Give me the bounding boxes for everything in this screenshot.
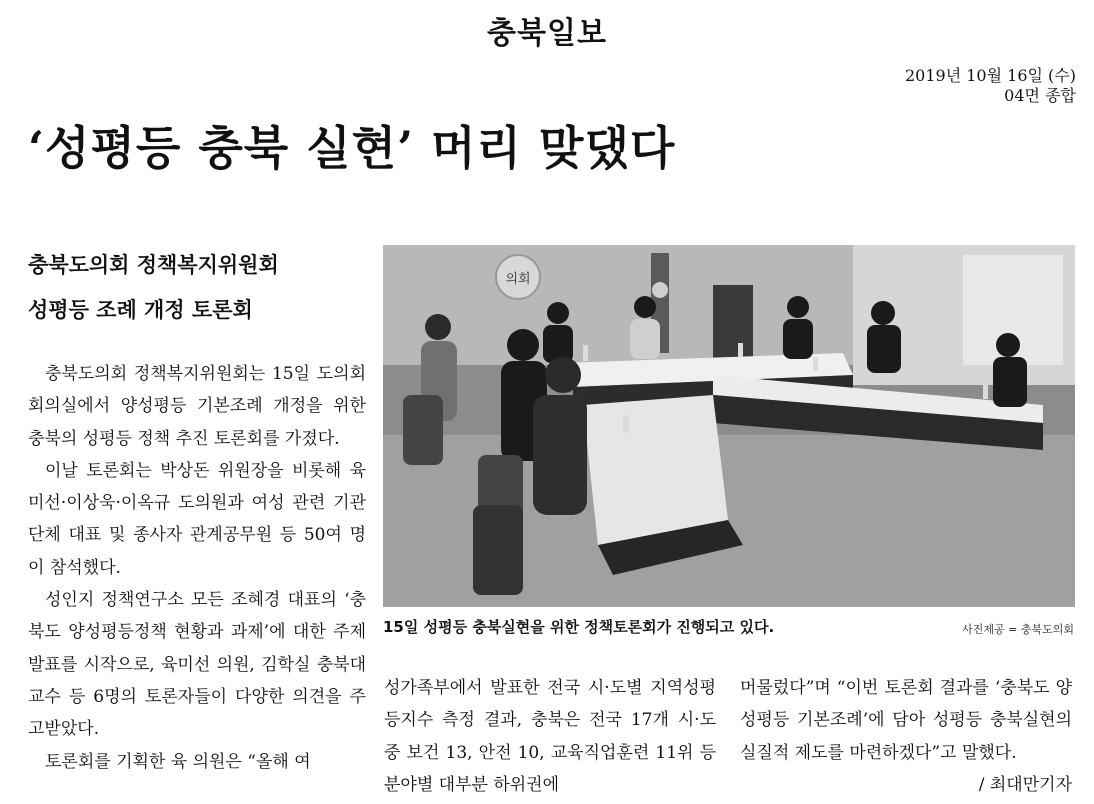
- paragraph-2: 이날 토론회는 박상돈 위원장을 비롯해 육미선·이상욱·이옥규 도의원과 여성 관련 기관단체 대표 및 종사자 관계공무원 등 50여 명이 참석했다.: [28, 460, 366, 578]
- column-2-text: 성가족부에서 발표한 전국 시·도별 지역성평등지수 측정 결과, 충북은 전국 17개 시·도 중 보건 13, 안전 10, 교육직업훈련 11위 등 분야별 대부분 하위권에: [384, 678, 716, 795]
- photo-credit: 사진제공 = 충북도의회: [962, 623, 1074, 636]
- dateline: [905, 66, 1076, 106]
- article-subhead: [28, 243, 368, 333]
- paragraph-3: 성인지 정책연구소 모든 조혜경 대표의 ‘충북도 양성평등정책 현황과 과제’에 대한 주제발표를 시작으로, 육미선 의원, 김학실 충북대 교수 등 6명의 토론자들이 다양한 의견을 주고받았다.: [28, 590, 366, 740]
- article-column-3: [740, 672, 1072, 801]
- paragraph-4: 토론회를 기획한 육 의원은 “올해 여: [45, 751, 311, 772]
- subhead-line-2: 성평등 조례 개정 토론회: [28, 298, 253, 322]
- page-section: 04면 종합: [1004, 86, 1076, 105]
- photo-caption: 15일 성평등 충북실현을 위한 정책토론회가 진행되고 있다.: [383, 618, 775, 636]
- article-column-2: [384, 672, 716, 801]
- paragraph-1: 충북도의회 정책복지위원회는 15일 도의회 회의실에서 양성평등 기본조례 개정을 위한 충북의 성평등 정책 추진 토론회를 가졌다.: [28, 364, 366, 449]
- meeting-room-photo-illustration: [383, 245, 1075, 607]
- publication-date: 2019년 10월 16일 (수): [904, 66, 1076, 85]
- subhead-line-1: 충북도의회 정책복지위원회: [28, 253, 279, 277]
- assembly-emblem-label: 의회: [505, 272, 531, 287]
- column-3-text: 머물렀다”며 “이번 토론회 결과를 ‘충북도 양성평등 기본조례’에 담아 성평등 충북실현의 실질적 제도를 마련하겠다”고 말했다.: [740, 678, 1072, 763]
- article-photo: [383, 245, 1075, 607]
- article-column-1: [28, 358, 366, 778]
- newspaper-masthead: 충북일보: [487, 16, 607, 51]
- reporter-byline: / 최대만기자: [978, 774, 1072, 795]
- article-headline: ‘성평등 충북 실현’ 머리 맞댔다: [28, 121, 676, 175]
